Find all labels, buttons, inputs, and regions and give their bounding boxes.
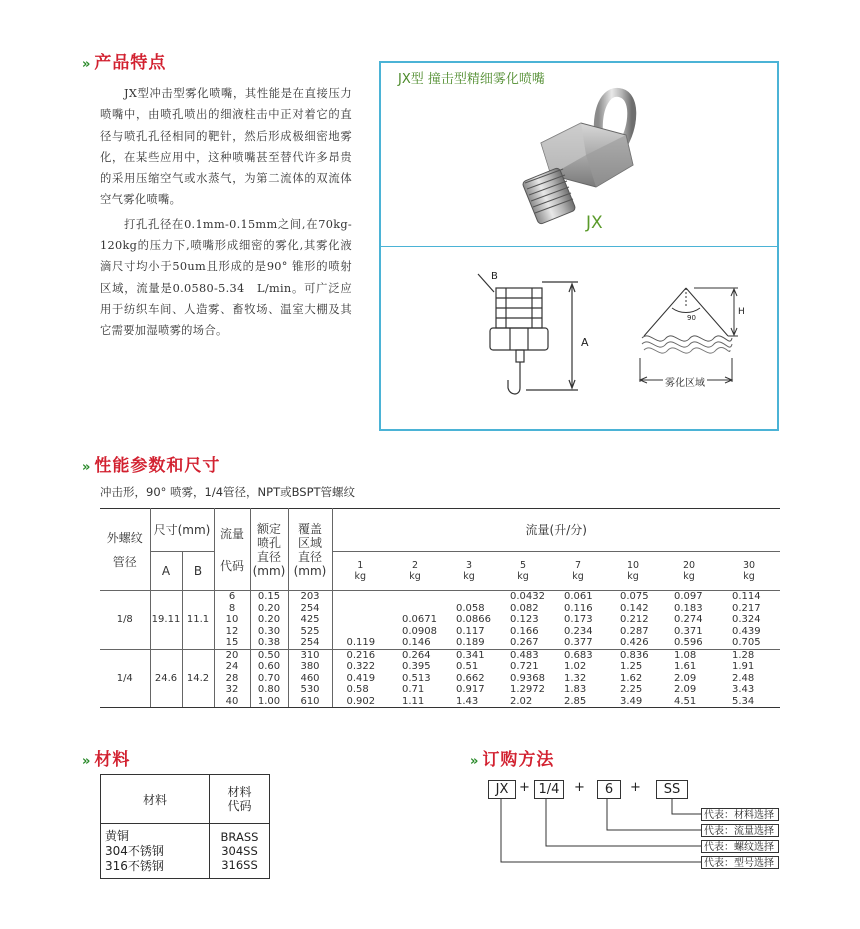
cell-flow-value: 2.02	[496, 696, 550, 708]
intro-paragraph-1: JX型冲击型雾化喷嘴，其性能是在直接压力喷嘴中，由喷孔喷出的细液柱击中正对着它的直径与喷孔孔径相同的靶针，然后形成极细密地雾化，在某些应用中，这种喷嘴甚至替代许多昂贵的采用压缩空气或水蒸气，为第二流体的双流体空气雾化喷嘴。	[100, 87, 352, 207]
cell-flow-value: 1.2972	[510, 684, 545, 696]
cell-pipe: 1/8	[100, 591, 150, 650]
cell-flow-value: 0.513	[402, 672, 431, 684]
cell-cover: 530	[288, 684, 332, 696]
chevron-icon: »	[82, 754, 89, 769]
cell-orifice: 0.20	[250, 603, 288, 615]
header-pressure-20: 20 kg	[682, 560, 696, 582]
cell-cover: 254	[288, 603, 332, 615]
cell-flow-value: 2.09	[674, 684, 697, 696]
order-code-flow: 6	[597, 780, 621, 799]
cell-flow-value: 0.596	[674, 637, 703, 649]
figure-title: JX型 撞击型精细雾化喷嘴	[398, 72, 545, 87]
cell-flow-value: 1.08	[660, 649, 718, 661]
chevron-icon: »	[82, 57, 89, 72]
section-title-ordering: » 订购方法	[470, 750, 555, 770]
cell-cover: 460	[288, 673, 332, 685]
nozzle-photo	[511, 83, 671, 233]
spec-subline: 冲击形，90° 喷雾，1/4管径，NPT或BSPT管螺纹	[100, 485, 356, 499]
table-row	[100, 649, 780, 661]
cell-pipe: 1/4	[100, 649, 150, 708]
material-code: BRASS	[220, 830, 259, 844]
header-pressure-5: 5 kg	[517, 560, 529, 582]
cell-flow-value: 0.189	[456, 637, 485, 649]
cell-flow-value: 0.217	[732, 602, 761, 614]
cell-cover: 254	[288, 637, 332, 649]
cell-flow-value: 0.721	[510, 661, 539, 673]
order-code-model: JX	[488, 780, 516, 799]
cell-orifice: 1.00	[250, 696, 288, 708]
intro-paragraph-2: 打孔孔径在0.1mm-0.15mm之间,在70kg-120kg的压力下,喷嘴形成细密的雾化,其雾化液滴尺寸均小于50um且形成的是90° 锥形的喷射区域，流量是0.0580-5.34 L/min。可广泛应用于纺织车间、人造雾、畜牧场、温室大棚及其它需要加湿喷雾的场合。	[100, 217, 352, 338]
cell-flow-value: 1.62	[620, 672, 643, 684]
cell-flow-value: 0.117	[456, 625, 485, 637]
material-codes	[210, 824, 270, 879]
cell-cover: 525	[288, 626, 332, 638]
cell-flow-value: 0.9368	[510, 672, 545, 684]
cell-flow-value	[388, 603, 442, 615]
dim-a-label: A	[581, 336, 589, 349]
material-name: 黄铜	[105, 828, 130, 843]
cell-flow-value: 0.377	[564, 637, 593, 649]
dimension-drawing	[476, 268, 596, 408]
cell-orifice: 0.20	[250, 614, 288, 626]
cell-flow-value	[332, 626, 388, 638]
cell-flow-value	[332, 603, 388, 615]
cell-flow-value: 1.83	[564, 684, 587, 696]
spray-area-label: 雾化区域	[663, 374, 707, 389]
cell-orifice: 0.60	[250, 661, 288, 673]
cell-code: 28	[214, 673, 250, 685]
cell-flow-value: 0.371	[674, 625, 703, 637]
cell-cover: 203	[288, 591, 332, 603]
cell-flow-value: 1.25	[620, 661, 643, 673]
material-code: 304SS	[221, 844, 258, 858]
cell-code: 15	[214, 637, 250, 649]
cell-flow-value: 1.91	[732, 661, 755, 673]
section-title-features: » 产品特点	[82, 53, 167, 73]
header-coverage: 覆盖 区域 直径 (mm)	[288, 509, 332, 591]
order-code-thread: 1/4	[534, 780, 564, 799]
cell-flow-value: 0.082	[510, 602, 539, 614]
header-pressure-2: 2 kg	[409, 560, 421, 582]
figure-model-label: JX	[586, 213, 603, 233]
cell-flow-value: 0.341	[442, 649, 496, 661]
cell-flow-value: 2.85	[550, 696, 606, 708]
legend-flow: 代表：流量选择	[701, 824, 779, 837]
cell-flow-value: 0.917	[456, 684, 485, 696]
cell-flow-value: 0.395	[402, 661, 431, 673]
cell-flow-value: 1.61	[674, 661, 697, 673]
cell-flow-value: 0.0432	[496, 591, 550, 603]
header-flow-rate: 流量(升/分)	[332, 509, 780, 552]
cell-flow-value: 4.51	[660, 696, 718, 708]
cell-cover: 310	[288, 649, 332, 661]
cell-code: 20	[214, 649, 250, 661]
cell-flow-value: 0.166	[510, 625, 539, 637]
intro-text	[100, 83, 352, 345]
header-pressure-3: 3 kg	[463, 560, 475, 582]
cell-flow-value: 0.264	[388, 649, 442, 661]
legend-model: 代表：型号选择	[701, 856, 779, 869]
cell-flow-value: 0.058	[456, 602, 485, 614]
cell-flow-value: 1.28	[718, 649, 780, 661]
cell-flow-value: 2.48	[732, 672, 755, 684]
dim-h-label: H	[738, 307, 745, 317]
cell-flow-value: 0.287	[620, 625, 649, 637]
cell-flow-value: 0.324	[732, 614, 761, 626]
cell-code: 24	[214, 661, 250, 673]
spray-angle-label: 90	[687, 314, 696, 322]
cell-flow-value: 0.097	[660, 591, 718, 603]
cell-b: 11.1	[182, 591, 214, 650]
cell-flow-value: 0.061	[550, 591, 606, 603]
cell-flow-value: 1.32	[564, 672, 587, 684]
cell-flow-value	[332, 614, 388, 626]
cell-flow-value: 2.25	[620, 684, 643, 696]
cell-flow-value: 0.183	[674, 602, 703, 614]
chevron-icon: »	[82, 460, 89, 475]
cell-code: 10	[214, 614, 250, 626]
header-pressure-1: 1 kg	[354, 560, 367, 582]
cell-flow-value: 3.49	[606, 696, 660, 708]
cell-flow-value: 0.075	[606, 591, 660, 603]
cell-flow-value: 1.11	[388, 696, 442, 708]
header-thread: 外螺纹 管径	[100, 509, 150, 591]
product-figure-frame	[379, 61, 779, 431]
cell-orifice: 0.80	[250, 684, 288, 696]
cell-flow-value: 0.116	[564, 602, 593, 614]
cell-flow-value: 1.43	[442, 696, 496, 708]
cell-flow-value: 0.119	[346, 637, 376, 649]
ordering-connectors	[490, 790, 710, 870]
cell-flow-value: 0.322	[346, 661, 376, 673]
cell-cover: 380	[288, 661, 332, 673]
header-flow-code: 流量 代码	[214, 509, 250, 591]
cell-code: 40	[214, 696, 250, 708]
cell-cover: 425	[288, 614, 332, 626]
cell-flow-value: 0.0908	[402, 625, 437, 637]
dim-b-label: B	[491, 271, 498, 282]
cell-flow-value: 0.123	[510, 614, 539, 626]
section-title-material: » 材料	[82, 750, 131, 770]
cell-flow-value: 0.0866	[456, 614, 491, 626]
header-pressure-30: 30 kg	[742, 560, 756, 582]
cell-flow-value: 0.212	[620, 614, 649, 626]
figure-divider	[381, 246, 777, 247]
chevron-icon: »	[470, 754, 477, 769]
cell-flow-value: 0.426	[620, 637, 649, 649]
legend-material: 代表：材料选择	[701, 808, 779, 821]
cell-orifice: 0.15	[250, 591, 288, 603]
cell-flow-value: 0.705	[732, 637, 761, 649]
header-pressure-7: 7 kg	[572, 560, 584, 582]
cell-flow-value: 0.142	[620, 602, 649, 614]
spec-table-body	[100, 591, 780, 708]
cell-flow-value	[332, 591, 388, 603]
material-names	[101, 824, 210, 879]
cell-code: 8	[214, 603, 250, 615]
plus-sign: +	[630, 780, 641, 795]
cell-flow-value: 0.114	[718, 591, 780, 603]
plus-sign: +	[519, 780, 530, 795]
order-code-material: SS	[656, 780, 688, 799]
cell-a: 19.11	[150, 591, 182, 650]
cell-flow-value: 0.483	[496, 649, 550, 661]
material-header-name: 材料	[101, 775, 210, 824]
cell-cover: 610	[288, 696, 332, 708]
cell-orifice: 0.50	[250, 649, 288, 661]
cell-flow-value: 0.662	[456, 672, 485, 684]
cell-orifice: 0.70	[250, 673, 288, 685]
cell-flow-value: 2.09	[674, 672, 697, 684]
material-header-code: 材料 代码	[210, 775, 270, 824]
cell-code: 12	[214, 626, 250, 638]
cell-flow-value: 0.58	[346, 684, 369, 696]
header-b: B	[182, 552, 214, 591]
legend-thread: 代表：螺纹选择	[701, 840, 779, 853]
cell-flow-value: 0.146	[402, 637, 431, 649]
table-row	[100, 591, 780, 603]
header-orifice: 额定 喷孔 直径 (mm)	[250, 509, 288, 591]
header-pressure-10: 10 kg	[626, 560, 640, 582]
cell-flow-value: 0.836	[606, 649, 660, 661]
section-title-performance: » 性能参数和尺寸	[82, 456, 221, 476]
cell-flow-value: 0.71	[402, 684, 425, 696]
cell-orifice: 0.38	[250, 637, 288, 649]
cell-flow-value: 0.419	[346, 672, 376, 684]
cell-flow-value: 5.34	[718, 696, 780, 708]
cell-flow-value: 0.216	[332, 649, 388, 661]
material-name: 304不锈钢	[105, 843, 164, 858]
cell-flow-value	[388, 591, 442, 603]
cell-b: 14.2	[182, 649, 214, 708]
cell-flow-value: 1.02	[564, 661, 587, 673]
plus-sign: +	[574, 780, 585, 795]
cell-flow-value: 0.234	[564, 625, 593, 637]
material-name: 316不锈钢	[105, 858, 164, 873]
cell-flow-value: 0.173	[564, 614, 593, 626]
cell-code: 32	[214, 684, 250, 696]
cell-flow-value: 0.439	[732, 625, 761, 637]
cell-orifice: 0.30	[250, 626, 288, 638]
spec-table	[100, 508, 780, 708]
cell-flow-value: 0.274	[674, 614, 703, 626]
cell-flow-value: 0.267	[510, 637, 539, 649]
cell-flow-value: 0.683	[550, 649, 606, 661]
cell-flow-value	[442, 591, 496, 603]
material-table	[100, 774, 270, 879]
header-size: 尺寸(mm)	[150, 509, 214, 552]
cell-flow-value: 0.902	[332, 696, 388, 708]
cell-a: 24.6	[150, 649, 182, 708]
cell-flow-value: 0.51	[456, 661, 479, 673]
cell-code: 6	[214, 591, 250, 603]
header-a: A	[150, 552, 182, 591]
cell-flow-value: 0.0671	[402, 614, 437, 626]
cell-flow-value: 3.43	[732, 684, 755, 696]
material-code: 316SS	[221, 858, 258, 872]
